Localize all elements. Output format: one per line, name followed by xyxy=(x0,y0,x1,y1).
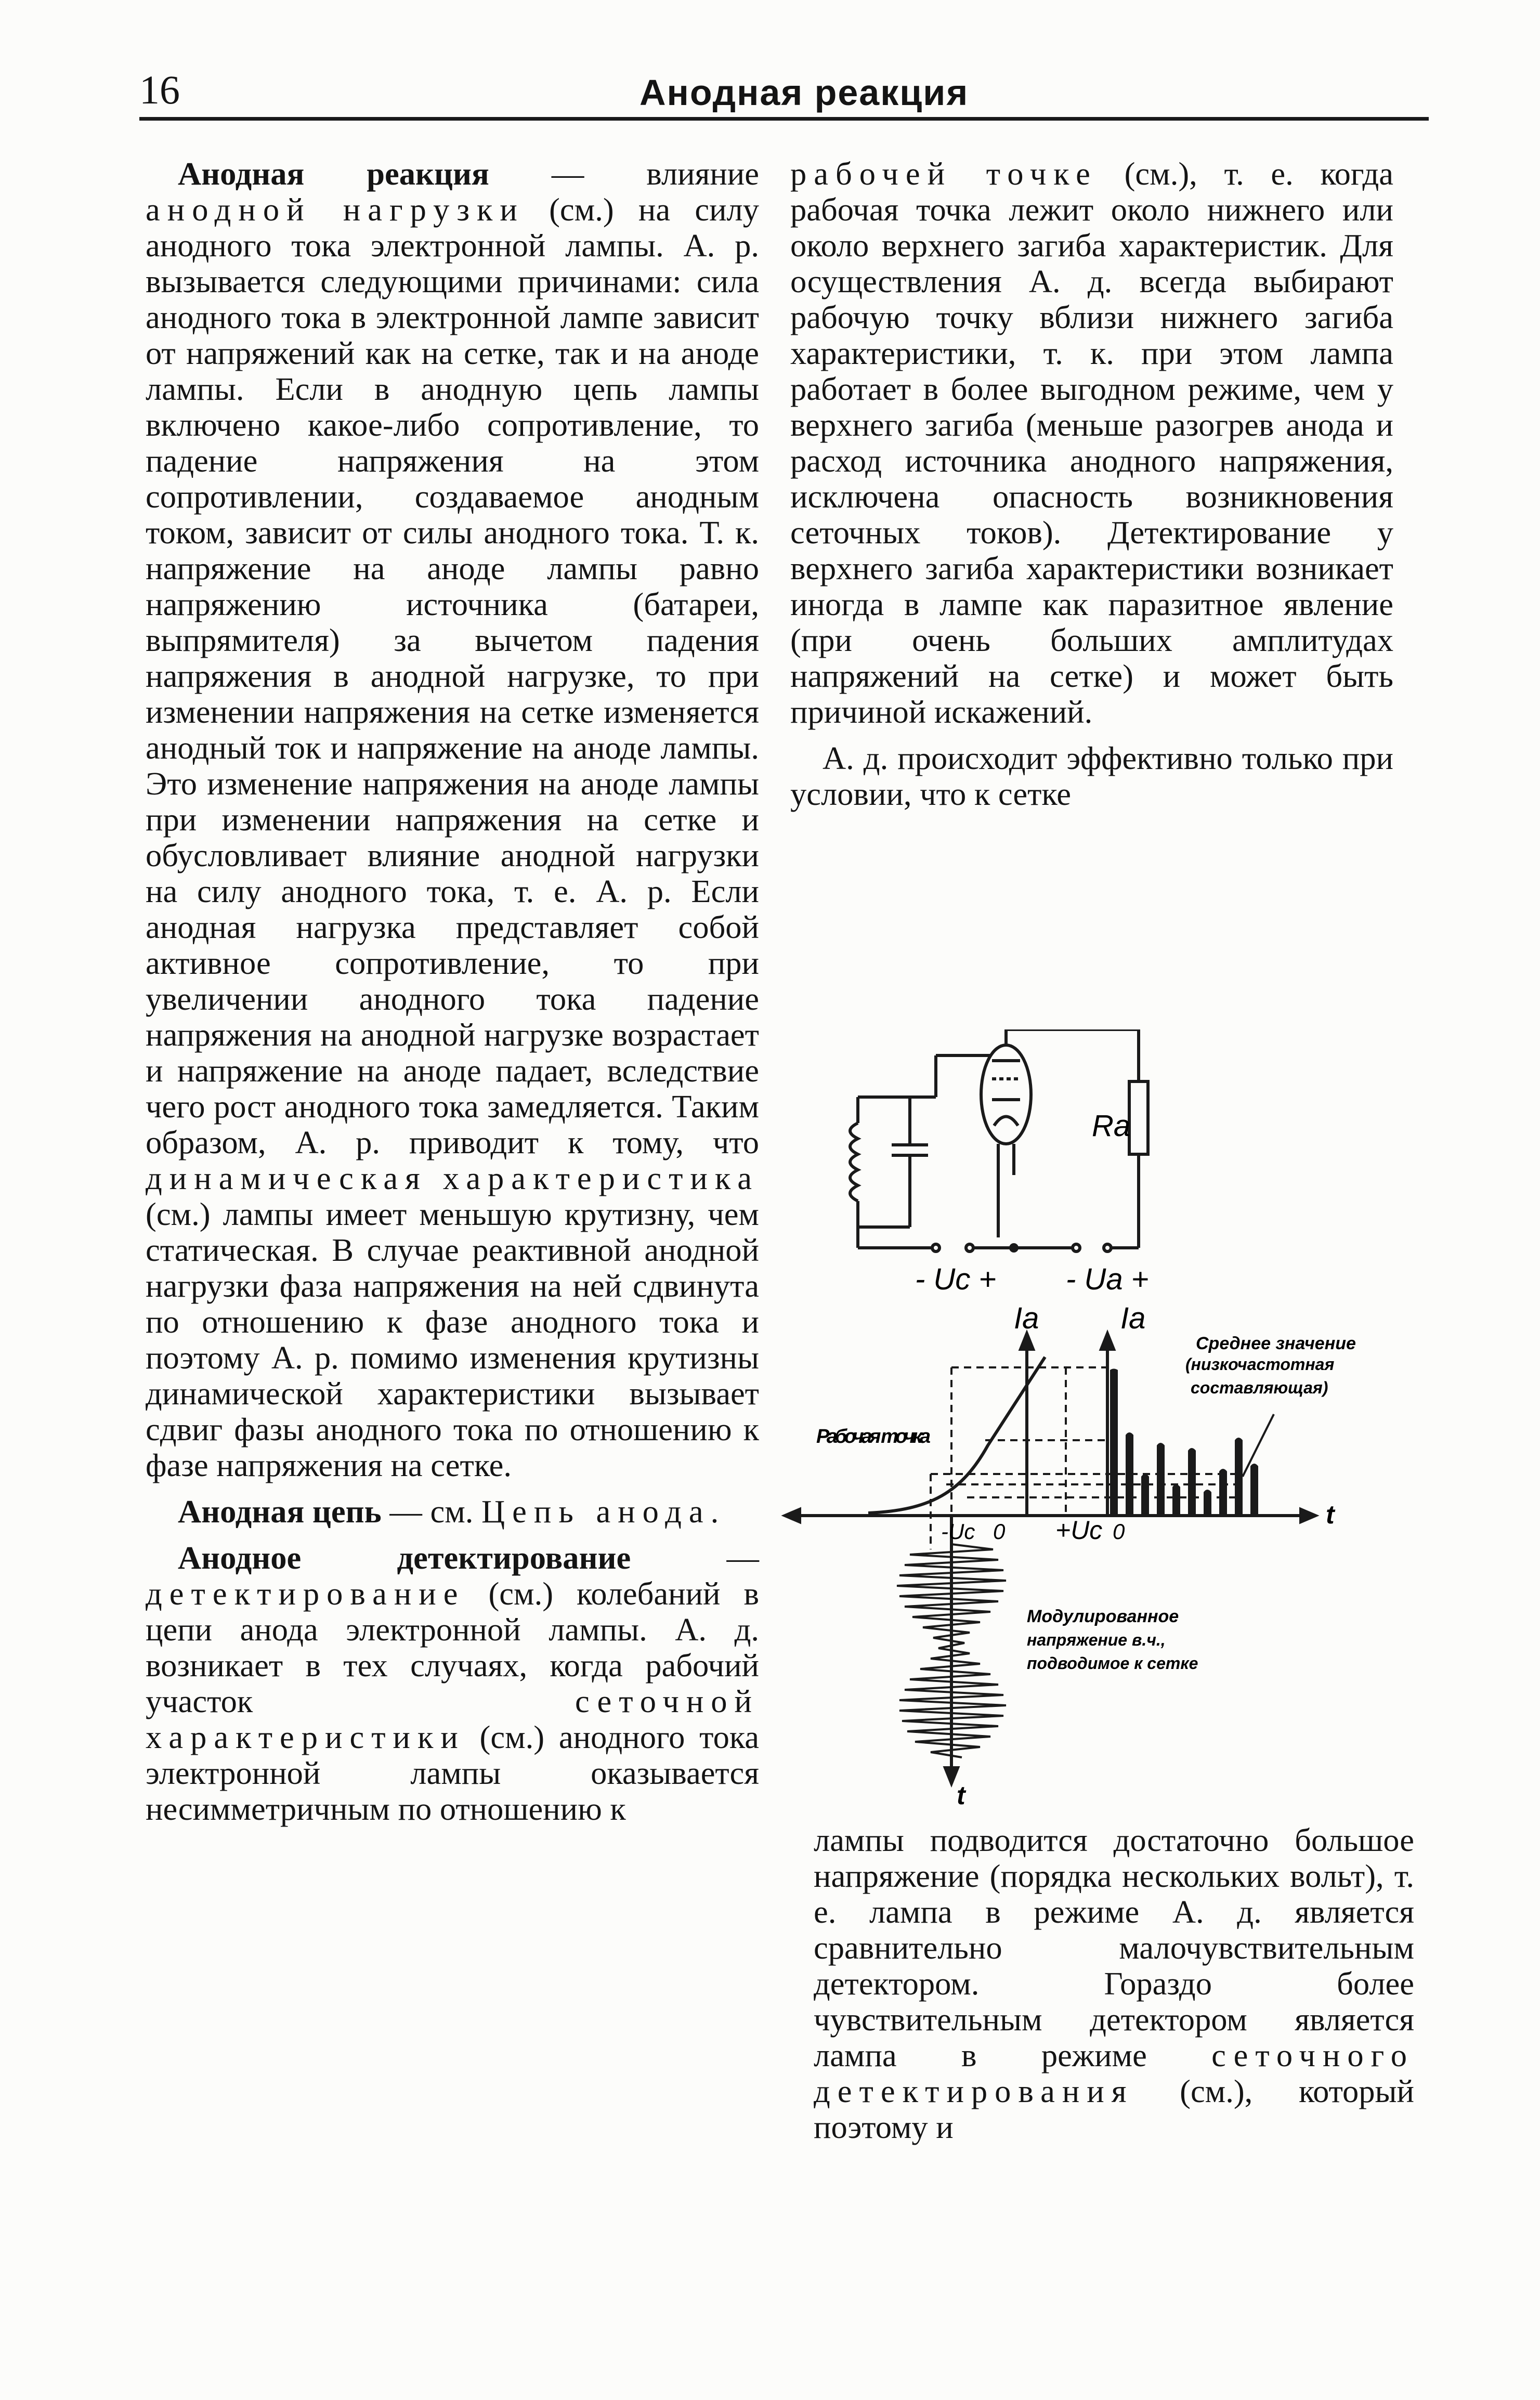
entry-anode-detection-para2 xyxy=(790,740,1393,812)
zero-left-label: 0 xyxy=(993,1519,1006,1544)
minus-uc-label: -Uc xyxy=(941,1519,975,1544)
resistor-label: Ra xyxy=(1092,1109,1131,1143)
modulated-label-3: подводимое к сетке xyxy=(1027,1654,1198,1673)
inductor-coil xyxy=(850,1123,858,1201)
figure-svg xyxy=(775,1029,1430,1809)
entry-text: — влияние xyxy=(489,155,759,192)
zero-right-label: 0 xyxy=(1113,1519,1125,1544)
plus-uc-label: +Uc xyxy=(1055,1516,1103,1545)
spaced-reference: анодной нагрузки xyxy=(146,191,525,228)
header-rule xyxy=(139,117,1429,121)
entry-text: (см.) на силу анодного тока электронной лампы. А. р. вызывается следующими причинами: сила анодного тока в электронной лампе зависит от напряжений как на сетке, так и на аноде лампы. Если в анодную цепь лампы включено какое-либо сопротивление, то падение напряжения на этом сопротивлении, создаваемое анодным током, зависит от силы анодного тока. Т. к. напряжение на аноде лампы равно напряжению источника (батареи, выпрямителя) за вычетом падения напряжения в анодной нагрузке, то при изменении напряжения на сетке изменяется анодный ток и напряжение на аноде лампы. Это изменение напряжения на аноде лампы при изменении напряжения на сетке и обусловливает влияние анодной нагрузки на силу анодного тока, т. е. А. р. Если анодная нагрузка представляет собой активное сопротивление, то при увеличении анодного тока падение напряжения на анодной нагрузке возрастает и напряжение на аноде падает, вследствие чего рост анодного тока замедляется. Таким образом, А. р. приводит к тому, что xyxy=(146,191,759,1160)
anode-supply-label: - Ua + xyxy=(1066,1262,1149,1296)
right-column-top xyxy=(790,156,1393,823)
page-number: 16 xyxy=(139,67,180,112)
entry-text: (см.) лампы имеет меньшую крутизну, чем статическая. В случае реактивной анодной нагрузки фаза напряжения на ней сдвинута по отношению к фазе анодного тока и поэтому А. р. помимо изменения крутизны динамической характеристики вызывает сдвиг фазы анодного тока по отношению к фазе напряжения на сетке. xyxy=(146,1196,759,1483)
entry-text: (см.), который поэтому и xyxy=(814,2073,1414,2145)
spaced-reference: сеточного детектирования xyxy=(814,2037,1414,2109)
entry-anode-circuit xyxy=(146,1494,759,1530)
load-resistor xyxy=(1129,1081,1148,1154)
entry-text: — xyxy=(631,1540,760,1576)
entry-anode-reaction xyxy=(146,156,759,1483)
entry-term: Анодная реакция xyxy=(178,155,489,192)
t-axis-label: t xyxy=(1326,1500,1335,1529)
spaced-reference: динамическая характеристика xyxy=(146,1160,759,1196)
ia-label-right: Ia xyxy=(1120,1301,1146,1335)
entry-text: лампы подводится достаточно большое напряжение (порядка нескольких вольт), т. е. лампа в режиме А. д. является сравнительно малочувствительным детектором. Гораздо более чувствительным детектором является лампа в режиме xyxy=(814,1822,1414,2073)
spaced-reference: рабочей точке xyxy=(790,155,1098,192)
left-column xyxy=(146,156,759,1837)
entry-text: (см.) колебаний в цепи анода электронной лампы. А. д. возникает в тех случаях, когда рабочий участок xyxy=(146,1575,759,1719)
entry-text: (см.) анодного тока электронной лампы оказывается несимметричным по отношению к xyxy=(146,1719,759,1827)
average-label-2: (низкочастотная xyxy=(1185,1355,1335,1374)
entry-text: (см.), т. е. когда рабочая точка лежит около нижнего или около верхнего загиба характеристик. Для осуществления А. д. всегда выбирают рабочую точку вблизи нижнего загиба характеристики, т. к. при этом лампа работает в более выгодном режиме, чем у верхнего загиба (меньше разогрев анода и расход источника анодного напряжения, исключена опасность возникновения сеточных токов). Детектирование у верхнего загиба характеристики возникает иногда в лампе как паразитное явление (при очень больших амплитудах напряжений на сетке) и может быть причиной искажений. xyxy=(790,155,1393,730)
entry-anode-detection xyxy=(146,1540,759,1827)
entry-text: . xyxy=(710,1493,719,1530)
graph xyxy=(785,1334,1315,1783)
t-axis-down-label: t xyxy=(957,1781,965,1809)
modulated-label-2: напряжение в.ч., xyxy=(1027,1631,1166,1649)
entry-term: Анодная цепь xyxy=(178,1493,382,1530)
modulated-label-1: Модулированное xyxy=(1027,1607,1179,1626)
average-label-3: составляющая) xyxy=(1191,1378,1328,1397)
spaced-reference: детектирование xyxy=(146,1575,465,1612)
entry-text: — см. xyxy=(381,1493,482,1530)
spaced-reference: Цепь анода xyxy=(481,1493,711,1530)
right-column-bottom xyxy=(814,1822,1414,2156)
average-label-1: Среднее значение xyxy=(1196,1334,1356,1353)
spaced-reference: сеточной характеристики xyxy=(146,1683,759,1755)
entry-anode-detection-para2-cont xyxy=(814,1822,1414,2145)
entry-term: Анодное детектирование xyxy=(178,1540,631,1576)
operating-point-label: Рабочая точка xyxy=(816,1426,931,1447)
running-title: Анодная реакция xyxy=(640,72,969,113)
entry-anode-detection-cont xyxy=(790,156,1393,730)
figure-anode-detection xyxy=(775,1029,1430,1809)
ia-label-left: Ia xyxy=(1014,1301,1039,1335)
entry-text: А. д. происходит эффективно только при условии, что к сетке xyxy=(790,740,1393,812)
grid-supply-label: - Uc + xyxy=(915,1262,997,1296)
